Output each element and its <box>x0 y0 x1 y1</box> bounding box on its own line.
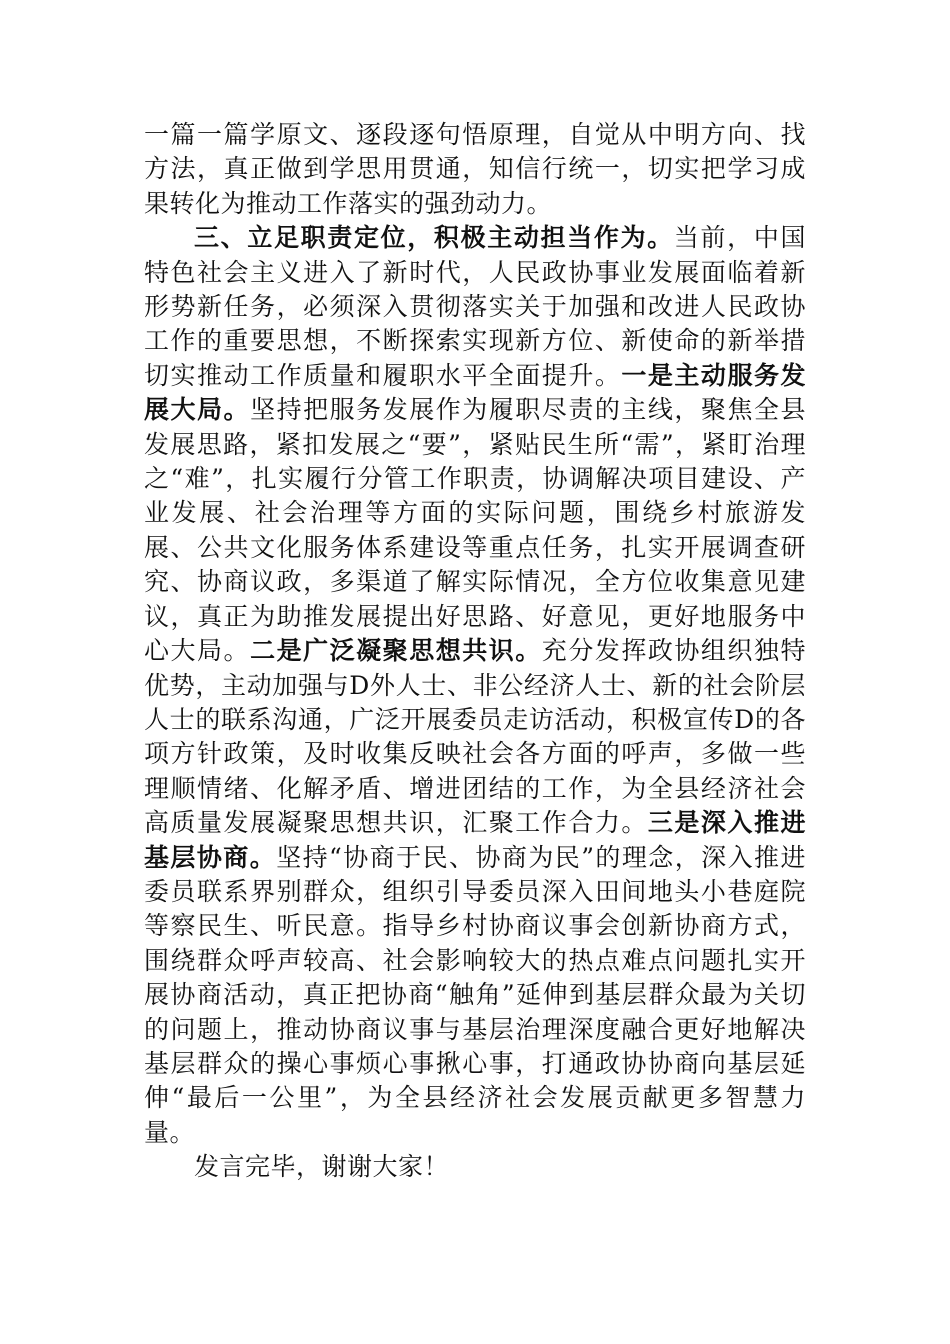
document-page <box>144 118 806 1185</box>
point-two-text: 充分发挥政协组织独特优势，主动加强与D外人士、非公经济人士、新的社会阶层人士的联系沟通，广泛开展委员走访活动，积极宣传D的各项方针政策，及时收集反映社会各方面的呼声，多做一些理顺情绪、化解矛盾、增进团结的工作，为全县经济社会高质量发展凝聚思想共识，汇聚工作合力。 <box>144 636 806 838</box>
closing-text: 发言完毕，谢谢大家！ <box>194 1152 450 1182</box>
point-three-text: 坚持“协商于民、协商为民”的理念，深入推进委员联系界别群众，组织引导委员深入田间地头小巷庭院等察民生、听民意。指导乡村协商议事会创新协商方式，围绕群众呼声较高、社会影响较大的热点难点问题扎实开展协商活动，真正把协商“触角”延伸到基层群众最为关切的问题上，推动协商议事与基层治理深度融合更好地解决基层群众的操心事烦心事揪心事，打通政协协商向基层延伸“最后一公里”，为全县经济社会发展贡献更多智慧力量。 <box>144 842 806 1147</box>
paragraph-closing <box>144 1150 806 1184</box>
point-two-title: 二是广泛凝聚思想共识。 <box>250 636 542 666</box>
point-one-title: 一是主动服务发展大局。 <box>144 360 806 425</box>
paragraph-section-three <box>144 221 806 1150</box>
section-intro: 当前，中国特色社会主义进入了新时代，人民政协事业发展面临着新形势新任务，必须深入贯彻落实关于加强和改进人民政协工作的重要思想，不断探索实现新方位、新使命的新举措切实推动工作质量和履职水平全面提升。 <box>144 223 806 390</box>
paragraph-continuation <box>144 118 806 221</box>
point-three-title: 三是深入推进基层协商。 <box>144 808 806 872</box>
paragraph-text: 一篇一篇学原文、逐段逐句悟原理，自觉从中明方向、找方法，真正做到学思用贯通，知信行统一，切实把学习成果转化为推动工作落实的强劲动力。 <box>144 120 806 218</box>
section-heading: 三、立足职责定位，积极主动担当作为。 <box>194 223 674 253</box>
point-one-text: 坚持把服务发展作为履职尽责的主线，聚焦全县发展思路，紧扣发展之“要”，紧贴民生所“需”，紧盯治理之“难”，扎实履行分管工作职责，协调解决项目建设、产业发展、社会治理等方面的实际问题，围绕乡村旅游发展、公共文化服务体系建设等重点任务，扎实开展调查研究、协商议政，多渠道了解实际情况，全方位收集意见建议，真正为助推发展提出好思路、好意见，更好地服务中心大局。 <box>144 395 806 666</box>
